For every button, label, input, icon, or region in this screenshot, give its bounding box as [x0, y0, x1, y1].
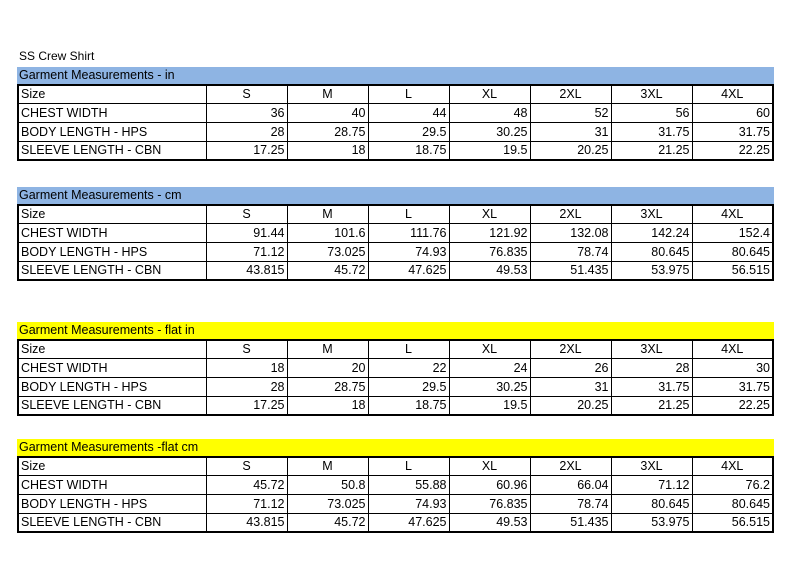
table-block-flat-cm [17, 439, 774, 533]
table-header: Garment Measurements - cm [17, 187, 774, 204]
row-label-cell[interactable]: SLEEVE LENGTH - CBN [18, 141, 206, 160]
value-cell[interactable]: 76.835 [449, 242, 530, 261]
value-cell[interactable]: 80.645 [692, 494, 773, 513]
table-block-in [17, 67, 774, 161]
value-cell[interactable]: 53.975 [611, 261, 692, 280]
row-label-cell[interactable]: BODY LENGTH - HPS [18, 494, 206, 513]
size-row [18, 340, 773, 358]
size-cell[interactable]: M [287, 205, 368, 223]
table-row [18, 122, 773, 141]
size-label-cell[interactable]: Size [18, 340, 206, 358]
size-cell[interactable]: 2XL [530, 340, 611, 358]
size-cell[interactable]: 3XL [611, 205, 692, 223]
value-cell[interactable]: 111.76 [368, 223, 449, 242]
value-cell[interactable]: 47.625 [368, 261, 449, 280]
size-cell[interactable]: XL [449, 85, 530, 103]
row-label-cell[interactable]: BODY LENGTH - HPS [18, 122, 206, 141]
value-cell[interactable]: 22.25 [692, 396, 773, 415]
row-label-cell[interactable]: SLEEVE LENGTH - CBN [18, 396, 206, 415]
value-cell[interactable]: 132.08 [530, 223, 611, 242]
value-cell[interactable]: 18 [206, 358, 287, 377]
size-cell[interactable]: 4XL [692, 85, 773, 103]
value-cell[interactable]: 26 [530, 358, 611, 377]
value-cell[interactable]: 24 [449, 358, 530, 377]
row-label-cell[interactable]: CHEST WIDTH [18, 358, 206, 377]
row-label-cell[interactable]: CHEST WIDTH [18, 475, 206, 494]
value-cell[interactable]: 142.24 [611, 223, 692, 242]
value-cell[interactable]: 76.2 [692, 475, 773, 494]
value-cell[interactable]: 51.435 [530, 261, 611, 280]
value-cell[interactable]: 17.25 [206, 141, 287, 160]
size-cell[interactable]: 3XL [611, 340, 692, 358]
value-cell[interactable]: 31 [530, 377, 611, 396]
size-cell[interactable]: 4XL [692, 340, 773, 358]
size-row [18, 457, 773, 475]
value-cell[interactable]: 44 [368, 103, 449, 122]
value-cell[interactable]: 74.93 [368, 242, 449, 261]
value-cell[interactable]: 22.25 [692, 141, 773, 160]
value-cell[interactable]: 20 [287, 358, 368, 377]
value-cell[interactable]: 18 [287, 396, 368, 415]
table-row [18, 242, 773, 261]
table-header: Garment Measurements - flat in [17, 322, 774, 339]
value-cell[interactable]: 18.75 [368, 396, 449, 415]
value-cell[interactable]: 66.04 [530, 475, 611, 494]
value-cell[interactable]: 45.72 [287, 261, 368, 280]
size-label-cell[interactable]: Size [18, 457, 206, 475]
size-cell[interactable]: 4XL [692, 457, 773, 475]
size-cell[interactable]: XL [449, 205, 530, 223]
value-cell[interactable]: 31.75 [692, 122, 773, 141]
value-cell[interactable]: 28.75 [287, 122, 368, 141]
size-cell[interactable]: 3XL [611, 457, 692, 475]
value-cell[interactable]: 36 [206, 103, 287, 122]
value-cell[interactable]: 28.75 [287, 377, 368, 396]
value-cell[interactable]: 53.975 [611, 513, 692, 532]
size-cell[interactable]: S [206, 205, 287, 223]
size-cell[interactable]: S [206, 85, 287, 103]
size-cell[interactable]: XL [449, 457, 530, 475]
value-cell[interactable]: 28 [206, 377, 287, 396]
size-cell[interactable]: M [287, 457, 368, 475]
size-label-cell[interactable]: Size [18, 205, 206, 223]
size-cell[interactable]: L [368, 457, 449, 475]
value-cell[interactable]: 80.645 [692, 242, 773, 261]
value-cell[interactable]: 56 [611, 103, 692, 122]
size-cell[interactable]: S [206, 457, 287, 475]
value-cell[interactable]: 71.12 [206, 242, 287, 261]
size-cell[interactable]: 2XL [530, 205, 611, 223]
value-cell[interactable]: 20.25 [530, 141, 611, 160]
table-header: Garment Measurements - in [17, 67, 774, 84]
value-cell[interactable]: 60 [692, 103, 773, 122]
row-label-cell[interactable]: BODY LENGTH - HPS [18, 242, 206, 261]
row-label-cell[interactable]: BODY LENGTH - HPS [18, 377, 206, 396]
table-row [18, 103, 773, 122]
value-cell[interactable]: 71.12 [611, 475, 692, 494]
table-row [18, 377, 773, 396]
size-cell[interactable]: 3XL [611, 85, 692, 103]
value-cell[interactable]: 74.93 [368, 494, 449, 513]
value-cell[interactable]: 31.75 [611, 377, 692, 396]
row-label-cell[interactable]: CHEST WIDTH [18, 103, 206, 122]
value-cell[interactable]: 18.75 [368, 141, 449, 160]
size-cell[interactable]: 4XL [692, 205, 773, 223]
table-row [18, 223, 773, 242]
table-block-cm [17, 187, 774, 281]
measurement-table [17, 456, 774, 533]
value-cell[interactable]: 40 [287, 103, 368, 122]
value-cell[interactable]: 51.435 [530, 513, 611, 532]
value-cell[interactable]: 45.72 [206, 475, 287, 494]
value-cell[interactable]: 20.25 [530, 396, 611, 415]
value-cell[interactable]: 101.6 [287, 223, 368, 242]
value-cell[interactable]: 73.025 [287, 242, 368, 261]
value-cell[interactable]: 56.515 [692, 513, 773, 532]
value-cell[interactable]: 48 [449, 103, 530, 122]
value-cell[interactable]: 49.53 [449, 261, 530, 280]
size-cell[interactable]: L [368, 340, 449, 358]
size-cell[interactable]: M [287, 85, 368, 103]
value-cell[interactable]: 19.5 [449, 141, 530, 160]
table-block-flat-in [17, 322, 774, 416]
value-cell[interactable]: 30.25 [449, 122, 530, 141]
table-header: Garment Measurements -flat cm [17, 439, 774, 456]
value-cell[interactable]: 30.25 [449, 377, 530, 396]
size-cell[interactable]: M [287, 340, 368, 358]
value-cell[interactable]: 56.515 [692, 261, 773, 280]
value-cell[interactable]: 43.815 [206, 513, 287, 532]
table-row [18, 358, 773, 377]
value-cell[interactable]: 55.88 [368, 475, 449, 494]
value-cell[interactable]: 80.645 [611, 494, 692, 513]
size-cell[interactable]: XL [449, 340, 530, 358]
value-cell[interactable]: 60.96 [449, 475, 530, 494]
value-cell[interactable]: 76.835 [449, 494, 530, 513]
value-cell[interactable]: 73.025 [287, 494, 368, 513]
size-cell[interactable]: L [368, 85, 449, 103]
value-cell[interactable]: 80.645 [611, 242, 692, 261]
value-cell[interactable]: 50.8 [287, 475, 368, 494]
value-cell[interactable]: 22 [368, 358, 449, 377]
value-cell[interactable]: 30 [692, 358, 773, 377]
value-cell[interactable]: 43.815 [206, 261, 287, 280]
table-row [18, 261, 773, 280]
size-label-cell[interactable]: Size [18, 85, 206, 103]
size-row [18, 205, 773, 223]
value-cell[interactable]: 52 [530, 103, 611, 122]
value-cell[interactable]: 45.72 [287, 513, 368, 532]
size-cell[interactable]: L [368, 205, 449, 223]
measurement-table [17, 339, 774, 416]
value-cell[interactable]: 91.44 [206, 223, 287, 242]
value-cell[interactable]: 28 [206, 122, 287, 141]
value-cell[interactable]: 21.25 [611, 396, 692, 415]
value-cell[interactable]: 152.4 [692, 223, 773, 242]
row-label-cell[interactable]: SLEEVE LENGTH - CBN [18, 261, 206, 280]
value-cell[interactable]: 29.5 [368, 122, 449, 141]
table-row [18, 396, 773, 415]
value-cell[interactable]: 31.75 [692, 377, 773, 396]
value-cell[interactable]: 47.625 [368, 513, 449, 532]
value-cell[interactable]: 78.74 [530, 494, 611, 513]
row-label-cell[interactable]: SLEEVE LENGTH - CBN [18, 513, 206, 532]
value-cell[interactable]: 21.25 [611, 141, 692, 160]
table-row [18, 141, 773, 160]
table-row [18, 494, 773, 513]
measurement-table [17, 84, 774, 161]
value-cell[interactable]: 19.5 [449, 396, 530, 415]
size-cell[interactable]: 2XL [530, 85, 611, 103]
value-cell[interactable]: 71.12 [206, 494, 287, 513]
size-row [18, 85, 773, 103]
value-cell[interactable]: 29.5 [368, 377, 449, 396]
value-cell[interactable]: 49.53 [449, 513, 530, 532]
size-cell[interactable]: S [206, 340, 287, 358]
table-row [18, 475, 773, 494]
value-cell[interactable]: 78.74 [530, 242, 611, 261]
measurement-table [17, 204, 774, 281]
row-label-cell[interactable]: CHEST WIDTH [18, 223, 206, 242]
value-cell[interactable]: 121.92 [449, 223, 530, 242]
sheet-title: SS Crew Shirt [19, 49, 95, 63]
table-row [18, 513, 773, 532]
value-cell[interactable]: 31 [530, 122, 611, 141]
value-cell[interactable]: 18 [287, 141, 368, 160]
value-cell[interactable]: 17.25 [206, 396, 287, 415]
size-cell[interactable]: 2XL [530, 457, 611, 475]
value-cell[interactable]: 31.75 [611, 122, 692, 141]
value-cell[interactable]: 28 [611, 358, 692, 377]
